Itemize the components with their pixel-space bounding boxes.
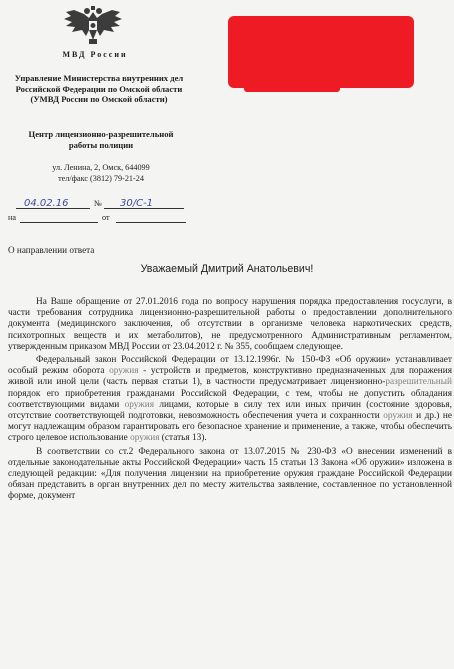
double-headed-eagle-icon: [62, 6, 124, 46]
paragraph-2-text-b: - устройств и предметов, конструктивно предназначенных для поражения живой или иной цели (часть первая статьи 1), в частности предусматривает лицензионно-: [8, 366, 452, 388]
registration-number: 30/С-1: [120, 198, 154, 209]
highlighted-word: разрешительный: [385, 377, 452, 388]
number-label: №: [94, 199, 102, 208]
center-name: Центр лицензионно-разрешительной работы полиции: [28, 129, 174, 150]
highlighted-word: оружия: [130, 433, 160, 444]
on-label: на: [8, 213, 17, 222]
highlighted-word: оружия: [383, 411, 413, 422]
paragraph-2-text-c: порядок его приобретения гражданами Российской Федерации, с тем, чтобы не допустить обладания соответствующими видами: [8, 388, 452, 410]
address-block: [16, 163, 186, 184]
redaction-mark-tail: [244, 84, 340, 92]
paragraph-3: В соответствии со ст.2 Федерального закона от 13.07.2015 № 230-ФЗ «О внесении изменений в отдельные законодательные акты Российской Федерации» часть 15 статьи 13 Закона «Об оружии» изложена в следующей редакции: «Для получения лицензии на приобретение оружия граждане Российской Федерации обязан представить в орган внутренних дел по месту жительства заявление, составленное по установленной форме, документ: [8, 446, 452, 502]
from-label: от: [102, 213, 110, 222]
paragraph-2-text-e: и др.) не могут надлежащим образом гарантировать его безопасное хранение и применение, а также, чтобы обеспечить строго целевое использование: [8, 411, 452, 444]
letter-body: [8, 297, 452, 505]
greeting: Уважаемый Дмитрий Анатольевич!: [140, 263, 314, 275]
highlighted-word: оружия: [109, 366, 139, 377]
department-name: Управление Министерства внутренних дел Российской Федерации по Омской области (УМВД России по Омской области): [14, 73, 184, 104]
phone-line: тел/факс (3812) 79-21-24: [58, 173, 144, 183]
agency-name: МВД России: [62, 50, 128, 59]
paragraph-2-text-f: (статья 13).: [159, 433, 207, 444]
paragraph-1: На Ваше обращение от 27.01.2016 года по вопросу нарушения порядка предоставления госуслуги, в части требования сотрудника лицензионно-разрешительной работы о предоставлении дополнительного документа (медицинского заключения, об отсутствии в организме человека наркотических средств, психотропных веществ и их метаболитов), не предусмотренного Административным регламентом, утвержденным приказом МВД России от 23.04.2012 г. № 355, сообщаем следующее.: [8, 297, 452, 352]
paragraph-2-text-d: лицами, которые в силу тех или иных причин (состояние здоровья, отсутствие соответствующей подготовки, невозможность обеспечения учета и сохранности: [8, 399, 452, 422]
paragraph-2: [8, 355, 452, 445]
address-line: ул. Ленина, 2, Омск, 644099: [52, 163, 150, 172]
paragraph-2-text-a: Федеральный закон Российской Федерации от 13.12.1996г. № 150-ФЗ «Об оружии» устанавливает особый режим оборота: [8, 355, 452, 377]
registration-block: [8, 198, 198, 226]
highlighted-word: оружия: [124, 399, 154, 410]
letter-subject: О направлении ответа: [8, 245, 95, 255]
redaction-mark: [228, 16, 414, 88]
registration-date: 04.02.16: [24, 198, 69, 209]
